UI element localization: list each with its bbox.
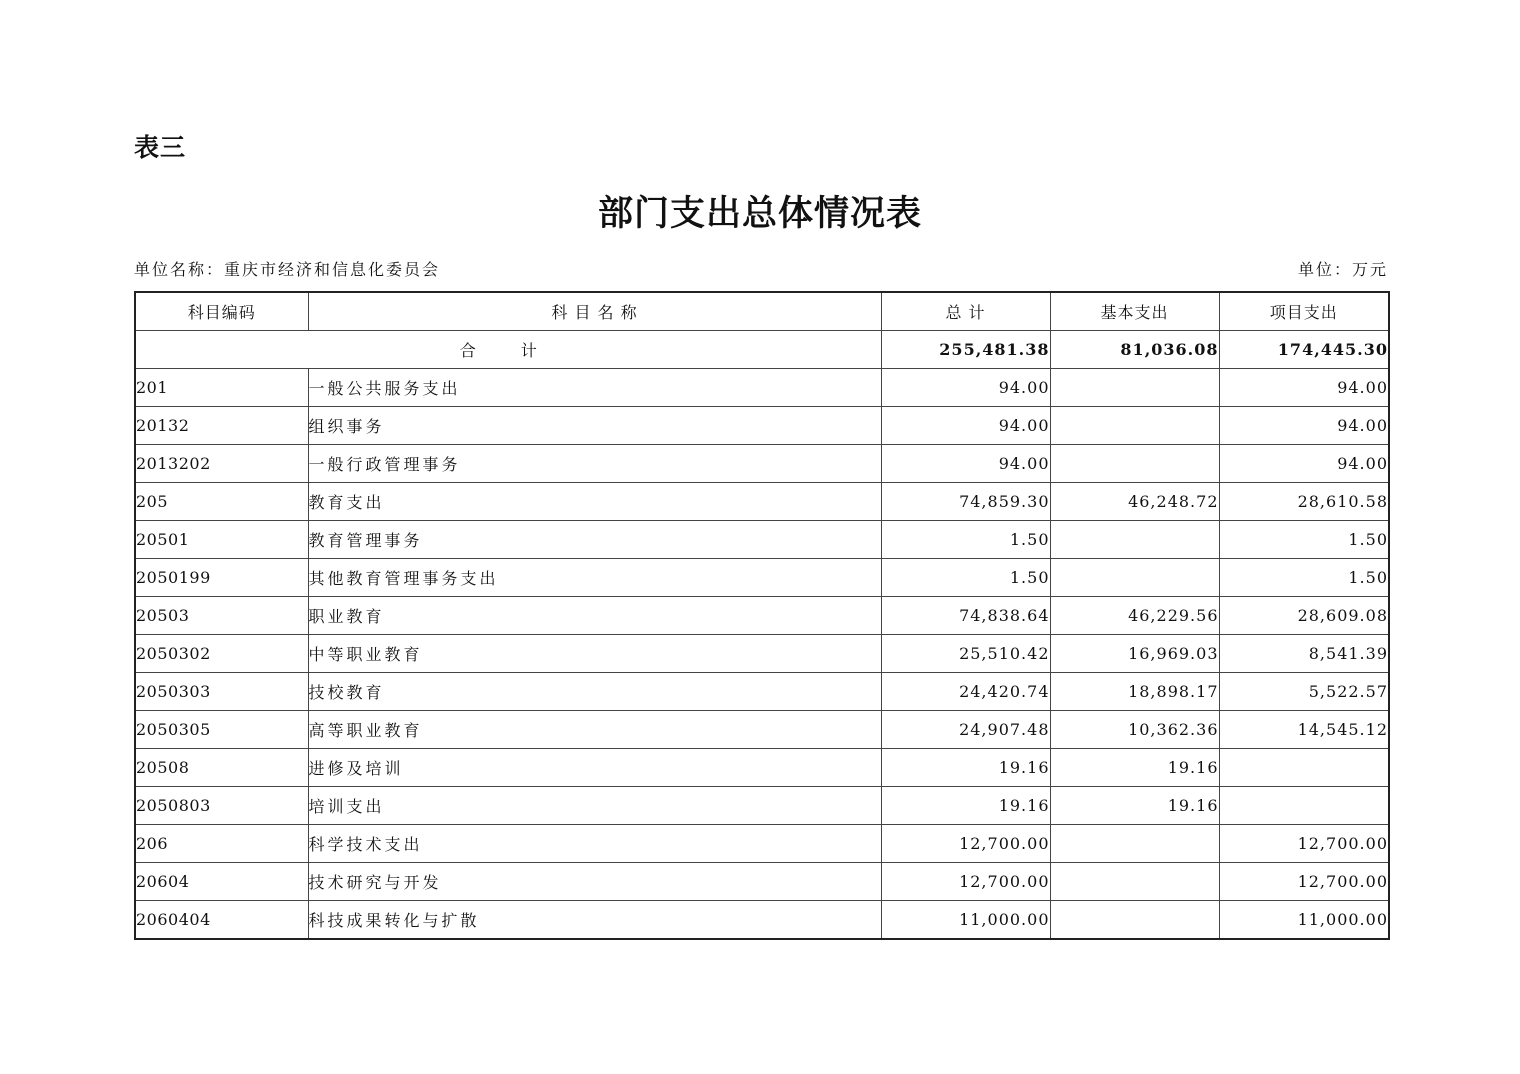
cell-name: 职业教育 [308,597,881,635]
expenditure-table [134,291,1390,940]
cell-total: 19.16 [881,787,1050,825]
cell-code: 2050803 [135,787,308,825]
total-label: 合 计 [135,331,881,369]
table-row [135,369,1389,407]
cell-name: 培训支出 [308,787,881,825]
cell-code: 20503 [135,597,308,635]
cell-total: 1.50 [881,521,1050,559]
cell-project: 1.50 [1219,559,1389,597]
cell-basic: 19.16 [1050,787,1219,825]
table-row [135,597,1389,635]
table-row [135,445,1389,483]
cell-code: 2050199 [135,559,308,597]
cell-name: 一般行政管理事务 [308,445,881,483]
cell-basic [1050,863,1219,901]
cell-project: 94.00 [1219,369,1389,407]
cell-project: 14,545.12 [1219,711,1389,749]
cell-project: 28,609.08 [1219,597,1389,635]
table-row [135,863,1389,901]
cell-total: 24,420.74 [881,673,1050,711]
table-row [135,559,1389,597]
cell-basic: 19.16 [1050,749,1219,787]
cell-project: 5,522.57 [1219,673,1389,711]
cell-total: 19.16 [881,749,1050,787]
cell-name: 教育支出 [308,483,881,521]
cell-basic: 16,969.03 [1050,635,1219,673]
cell-name: 其他教育管理事务支出 [308,559,881,597]
cell-code: 206 [135,825,308,863]
cell-name: 教育管理事务 [308,521,881,559]
cell-basic [1050,445,1219,483]
cell-code: 20508 [135,749,308,787]
cell-name: 高等职业教育 [308,711,881,749]
cell-basic [1050,901,1219,940]
cell-basic [1050,825,1219,863]
cell-code: 205 [135,483,308,521]
table-label: 表三 [134,133,187,162]
cell-name: 技校教育 [308,673,881,711]
cell-basic [1050,521,1219,559]
table-row [135,749,1389,787]
cell-basic [1050,369,1219,407]
col-header-code: 科目编码 [135,292,308,331]
cell-project: 11,000.00 [1219,901,1389,940]
total-basic: 81,036.08 [1050,331,1219,369]
cell-total: 94.00 [881,445,1050,483]
cell-total: 25,510.42 [881,635,1050,673]
cell-total: 74,859.30 [881,483,1050,521]
col-header-name: 科 目 名 称 [308,292,881,331]
cell-project: 12,700.00 [1219,863,1389,901]
cell-code: 2050305 [135,711,308,749]
cell-project [1219,787,1389,825]
page-title: 部门支出总体情况表 [597,193,922,234]
cell-total: 94.00 [881,369,1050,407]
cell-total: 12,700.00 [881,863,1050,901]
total-sum: 255,481.38 [881,331,1050,369]
cell-total: 24,907.48 [881,711,1050,749]
table-row [135,407,1389,445]
cell-project: 1.50 [1219,521,1389,559]
cell-basic: 10,362.36 [1050,711,1219,749]
cell-total: 11,000.00 [881,901,1050,940]
cell-basic: 46,248.72 [1050,483,1219,521]
table-row [135,483,1389,521]
table-row [135,711,1389,749]
meta-row [134,257,1388,281]
cell-name: 技术研究与开发 [308,863,881,901]
table-header [135,292,1389,331]
cell-total: 94.00 [881,407,1050,445]
col-header-project: 项目支出 [1219,292,1389,331]
col-header-total: 总 计 [881,292,1050,331]
table-row [135,673,1389,711]
cell-project: 28,610.58 [1219,483,1389,521]
cell-code: 20604 [135,863,308,901]
cell-code: 2060404 [135,901,308,940]
cell-project: 8,541.39 [1219,635,1389,673]
cell-code: 20132 [135,407,308,445]
header-row [135,292,1389,331]
total-project: 174,445.30 [1219,331,1389,369]
cell-project: 94.00 [1219,407,1389,445]
table-row [135,521,1389,559]
cell-project: 94.00 [1219,445,1389,483]
cell-total: 74,838.64 [881,597,1050,635]
table-row [135,901,1389,940]
cell-code: 2013202 [135,445,308,483]
cell-code: 2050303 [135,673,308,711]
table-body [135,331,1389,940]
cell-name: 中等职业教育 [308,635,881,673]
cell-basic: 46,229.56 [1050,597,1219,635]
col-header-basic: 基本支出 [1050,292,1219,331]
cell-name: 科学技术支出 [308,825,881,863]
cell-total: 12,700.00 [881,825,1050,863]
cell-code: 201 [135,369,308,407]
cell-name: 进修及培训 [308,749,881,787]
unit-label: 单位：万元 [1297,260,1388,279]
cell-name: 组织事务 [308,407,881,445]
table-row [135,825,1389,863]
cell-name: 一般公共服务支出 [308,369,881,407]
unit-name: 单位名称：重庆市经济和信息化委员会 [134,260,441,279]
cell-basic: 18,898.17 [1050,673,1219,711]
cell-basic [1050,407,1219,445]
table-row [135,635,1389,673]
cell-name: 科技成果转化与扩散 [308,901,881,940]
cell-code: 2050302 [135,635,308,673]
cell-total: 1.50 [881,559,1050,597]
cell-code: 20501 [135,521,308,559]
cell-project: 12,700.00 [1219,825,1389,863]
total-row [135,331,1389,369]
cell-project [1219,749,1389,787]
cell-basic [1050,559,1219,597]
table-row [135,787,1389,825]
